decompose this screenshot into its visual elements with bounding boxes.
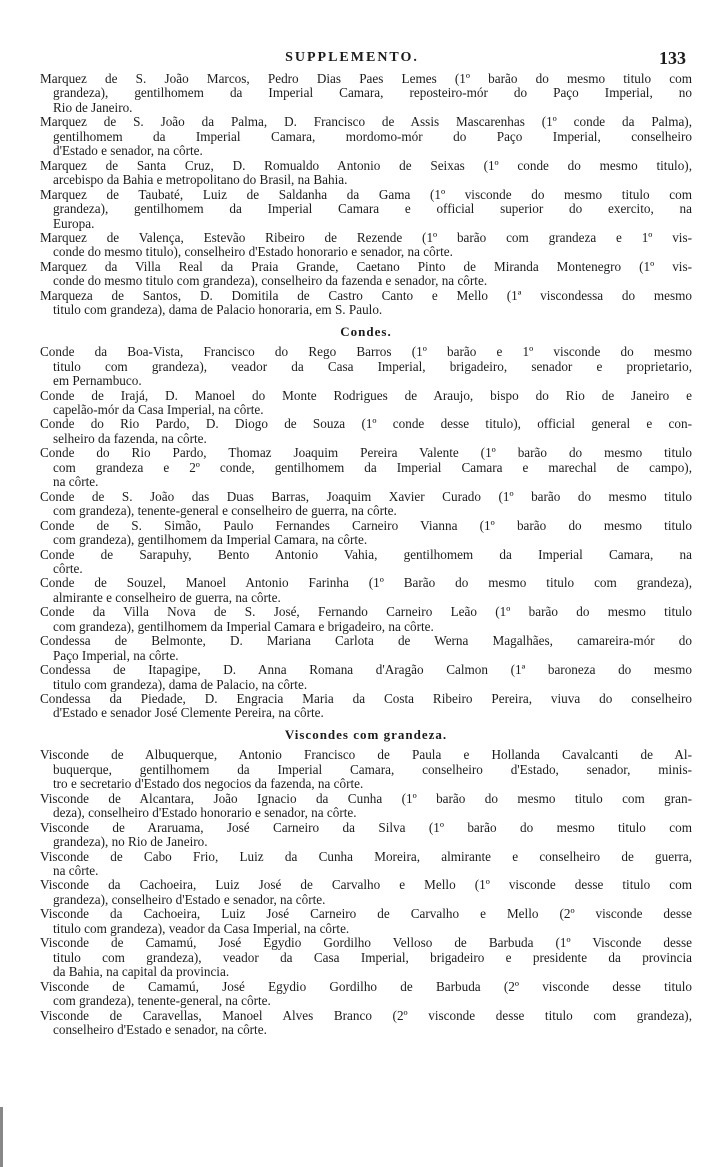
entry-line: Conde de S. Simão, Paulo Fernandes Carneiro Vianna (1º barão do mesmo titulo [40, 517, 692, 533]
entry-line: titulo com grandeza), veador da Casa Imperial, brigadeiro, senador e proprietario, [53, 358, 692, 374]
entry-line: conselheiro d'Estado e senador, na côrte. [53, 1022, 267, 1037]
entry-line: Marquez da Villa Real da Praia Grande, Caetano Pinto de Miranda Montenegro (1º vis- [40, 258, 692, 274]
entry-line: Rio de Janeiro. [53, 99, 133, 115]
entry-line: Conde do Rio Pardo, Thomaz Joaquim Pereira Valente (1º barão do mesmo titulo [40, 445, 692, 461]
page-number: 133 [659, 48, 686, 68]
list-entry [40, 548, 692, 577]
entry-line: em Pernambuco. [53, 373, 142, 389]
list-entry [40, 289, 692, 318]
entry-line: Conde do Rio Pardo, D. Diogo de Souza (1º conde desse titulo), official general e con- [40, 416, 692, 432]
entry-line: Visconde de Caravellas, Manoel Alves Branco (2º visconde desse titulo com grandeza), [40, 1007, 692, 1023]
entry-line: na côrte. [53, 474, 99, 490]
page-body [40, 72, 692, 1037]
list-entry [40, 72, 692, 115]
entry-line: capelão-mór da Casa Imperial, na côrte. [53, 401, 264, 417]
entry-line: Conde de Souzel, Manoel Antonio Farinha (1º Barão do mesmo titulo com grandeza), [40, 575, 692, 591]
entry-line: Visconde de Alcantara, João Ignacio da Cunha (1º barão do mesmo titulo com gran- [40, 790, 692, 806]
entry-line: Visconde da Cachoeira, Luiz José de Carvalho e Mello (1º visconde desse titulo com [40, 877, 692, 893]
entry-line: Marqueza de Santos, D. Domitila de Castro Canto e Mello (1ª viscondessa do mesmo [40, 287, 692, 303]
list-entry [40, 692, 692, 721]
entry-line: Visconde de Araruama, José Carneiro da Silva (1º barão do mesmo titulo com [40, 819, 692, 835]
list-entry [40, 576, 692, 605]
entry-line: Conde da Boa-Vista, Francisco do Rego Barros (1º barão e 1º visconde do mesmo [40, 344, 692, 360]
list-entry [40, 389, 692, 418]
entry-line: conde do mesmo titulo com grandeza), conselheiro da fazenda e senador, na côrte. [53, 273, 488, 289]
entry-line: Conde de Sarapuhy, Bento Antonio Vahia, gentilhomem da Imperial Camara, na [40, 546, 692, 562]
entry-line: titulo com grandeza), veador da Casa Imperial, brigadeiro e presidente da provincia [53, 949, 692, 965]
entry-line: Marquez de Santa Cruz, D. Romualdo Antonio de Seixas (1º conde do mesmo titulo), [40, 157, 692, 173]
list-entry [40, 792, 692, 821]
list-entry [40, 907, 692, 936]
entry-line: Condessa da Piedade, D. Engracia Maria da Costa Ribeiro Pereira, viuva do conselheiro [40, 691, 692, 707]
running-title: SUPPLEMENTO. [285, 50, 419, 65]
entry-line: d'Estado e senador, na côrte. [53, 143, 203, 159]
entry-line: deza), conselheiro d'Estado honorario e senador, na côrte. [53, 805, 357, 821]
entry-line: Condessa de Belmonte, D. Mariana Carlota de Werna Magalhães, camareira-mór do [40, 633, 692, 649]
entry-line: grandeza), gentilhomem da Imperial Camara e official superior do exercito, na [53, 201, 692, 217]
scan-edge [0, 1107, 3, 1167]
list-entry [40, 490, 692, 519]
entry-line: com grandeza), tenente-general e conselheiro de guerra, na côrte. [53, 503, 397, 519]
entry-line: Europa. [53, 215, 95, 231]
entry-line: Visconde de Camamú, José Egydio Gordilho de Barbuda (2º visconde desse titulo [40, 978, 692, 994]
entry-line: Visconde de Camamú, José Egydio Gordilho Velloso de Barbuda (1º Visconde desse [40, 935, 692, 951]
entry-line: com grandeza), tenente-general, na côrte. [53, 993, 271, 1009]
entry-line: Visconde da Cachoeira, Luiz José Carneiro de Carvalho e Mello (2º visconde desse [40, 906, 692, 922]
list-entry [40, 159, 692, 188]
entry-line: grandeza), conselheiro d'Estado e senador, na côrte. [53, 891, 326, 907]
list-entry [40, 417, 692, 446]
entry-line: Conde de S. João das Duas Barras, Joaquim Xavier Curado (1º barão do mesmo titulo [40, 488, 692, 504]
list-entry [40, 850, 692, 879]
entry-line: da Bahia, na capital da provincia. [53, 964, 230, 980]
list-entry [40, 748, 692, 791]
page-header [0, 48, 704, 68]
entry-line: tro e secretario d'Estado dos negocios da fazenda, na côrte. [53, 776, 364, 792]
entry-line: grandeza), no Rio de Janeiro. [53, 834, 208, 850]
entry-line: Marquez de S. João Marcos, Pedro Dias Paes Lemes (1º barão do mesmo titulo com [40, 71, 692, 86]
entry-line: selheiro da fazenda, na côrte. [53, 430, 207, 446]
list-entry [40, 663, 692, 692]
list-entry [40, 115, 692, 158]
list-entry [40, 821, 692, 850]
entry-line: Condessa de Itapagipe, D. Anna Romana d'Aragão Calmon (1ª baroneza do mesmo [40, 662, 692, 678]
entry-line: gentilhomem da Imperial Camara, mordomo-mór do Paço Imperial, conselheiro [53, 128, 692, 144]
entry-line: Paço Imperial, na côrte. [53, 647, 179, 663]
entry-line: com grandeza e 2º conde, gentilhomem da Imperial Camara e marechal de campo), [53, 459, 692, 475]
entry-line: titulo com grandeza), dama de Palacio, na côrte. [53, 676, 308, 692]
entry-line: arcebispo da Bahia e metropolitano do Brasil, na Bahia. [53, 172, 348, 188]
entry-line: Marquez de S. João da Palma, D. Francisco de Assis Mascarenhas (1º conde da Palma), [40, 114, 692, 130]
entry-line: na côrte. [53, 863, 99, 879]
entry-line: d'Estado e senador José Clemente Pereira, na côrte. [53, 705, 324, 721]
list-entry [40, 188, 692, 231]
list-entry [40, 260, 692, 289]
list-entry [40, 519, 692, 548]
entry-line: buquerque, gentilhomem da Imperial Camara, conselheiro d'Estado, senador, minis- [53, 761, 692, 777]
entry-line: côrte. [53, 560, 83, 576]
list-entry [40, 936, 692, 979]
entry-line: titulo com grandeza), dama de Palacio honoraria, em S. Paulo. [53, 302, 383, 318]
list-entry [40, 446, 692, 489]
entry-line: Visconde de Albuquerque, Antonio Francisco de Paula e Hollanda Cavalcanti de Al- [40, 747, 692, 763]
list-entry [40, 231, 692, 260]
list-entry [40, 980, 692, 1009]
entry-line: com grandeza), gentilhomem da Imperial Camara e brigadeiro, na côrte. [53, 618, 434, 634]
entry-line: com grandeza), gentilhomem da Imperial Camara, na côrte. [53, 532, 368, 548]
section-heading: Viscondes com grandeza. [284, 726, 448, 742]
entry-line: Visconde de Cabo Frio, Luiz da Cunha Moreira, almirante e conselheiro de guerra, [40, 848, 692, 864]
list-entry [40, 1009, 692, 1038]
entry-line: Conde da Villa Nova de S. José, Fernando Carneiro Leão (1º barão do mesmo titulo [40, 604, 692, 620]
entry-line: Marquez de Valença, Estevão Ribeiro de Rezende (1º barão com grandeza e 1º vis- [40, 229, 692, 245]
entry-line: conde do mesmo titulo), conselheiro d'Estado honorario e senador, na côrte. [53, 244, 453, 260]
entry-line: Marquez de Taubaté, Luiz de Saldanha da Gama (1º visconde do mesmo titulo com [40, 186, 692, 202]
entry-line: grandeza), gentilhomem da Imperial Camara, reposteiro-mór do Paço Imperial, no [53, 85, 692, 101]
list-entry [40, 345, 692, 388]
entry-line: titulo com grandeza), veador da Casa Imperial, na côrte. [53, 920, 350, 936]
section-heading: Condes. [340, 323, 392, 339]
list-entry [40, 634, 692, 663]
entry-line: almirante e conselheiro de guerra, na côrte. [53, 589, 281, 605]
list-entry [40, 878, 692, 907]
list-entry [40, 605, 692, 634]
entry-line: Conde de Irajá, D. Manoel do Monte Rodrigues de Araujo, bispo do Rio de Janeiro e [40, 387, 692, 403]
